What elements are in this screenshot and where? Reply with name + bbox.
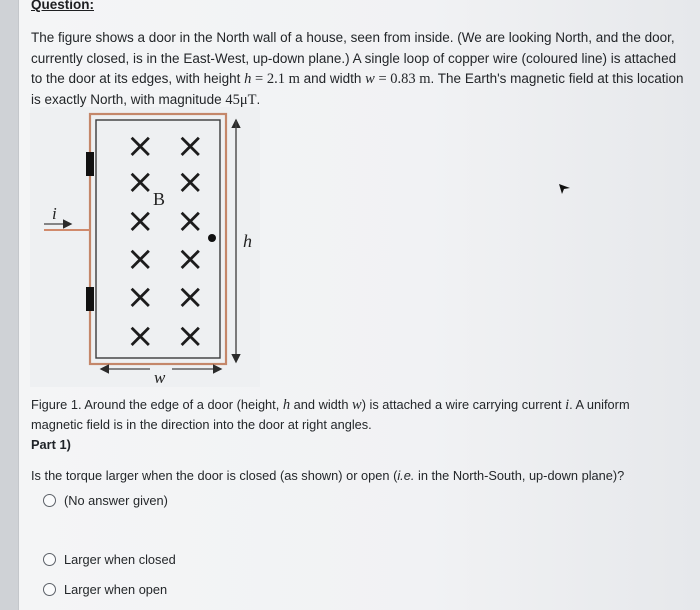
stem-text-3: . The Earth's magnetic field at this location is exactly North, with magnitude [31, 71, 684, 107]
stem-b-value: 45μT [225, 91, 257, 108]
figure-caption [31, 395, 671, 434]
field-into-page-mark: × [126, 201, 155, 241]
question-heading: Question: [31, 0, 94, 12]
radio-circle-icon[interactable] [43, 494, 56, 507]
radio-circle-icon[interactable] [43, 583, 56, 596]
door-diagram [30, 107, 260, 387]
stem-text-2: and width [299, 71, 366, 86]
option-label: Larger when open [64, 582, 168, 597]
stem-text-1: The figure shows a door in the North wall of a house, seen from inside. (We are looking North, and the door, currently closed, is in the East-West, up-down plane.) A single loop of copper wire (coloured line) is attached to the door at its edges, with height [31, 30, 677, 86]
field-into-page-mark: × [126, 316, 155, 356]
height-label: h [243, 231, 252, 251]
stem-w-value: = 0.83 m [374, 71, 431, 87]
radio-circle-icon[interactable] [43, 553, 56, 566]
option-larger-when-open[interactable] [43, 582, 167, 597]
field-into-page-mark: × [176, 162, 205, 202]
field-into-page-mark: × [176, 277, 205, 317]
caption-text-2: and width [290, 397, 353, 412]
door-knob [208, 234, 216, 242]
prompt-text-1: Is the torque larger when the door is closed (as shown) or open ( [31, 468, 398, 483]
option-label: Larger when closed [64, 552, 176, 567]
field-into-page-mark: × [176, 126, 205, 166]
option-larger-when-closed[interactable] [43, 552, 176, 567]
field-into-page-mark: × [176, 316, 205, 356]
field-into-page-mark: × [176, 239, 205, 279]
caption-w-symbol: w [352, 397, 362, 413]
caption-text-1: Figure 1. Around the edge of a door (height, [31, 397, 283, 412]
option-no-answer[interactable] [43, 493, 168, 508]
stem-h-value: = 2.1 m [251, 71, 300, 87]
mouse-cursor-icon [558, 183, 572, 195]
stem-text-4: . [256, 91, 261, 107]
question-stem [31, 28, 691, 110]
prompt-text-2: in the North-South, up-down plane)? [414, 468, 625, 483]
upper-hinge [86, 152, 94, 176]
caption-text-3: ) is attached a wire carrying current [361, 397, 566, 412]
lower-hinge [86, 287, 94, 311]
field-into-page-mark: × [126, 277, 155, 317]
current-label: i [52, 204, 57, 223]
stem-w-symbol: w [365, 71, 375, 87]
stem-h-symbol: h [244, 71, 252, 87]
door-figure [30, 107, 260, 387]
field-into-page-mark: × [176, 201, 205, 241]
width-label: w [154, 368, 166, 387]
field-into-page-mark: × [126, 126, 155, 166]
part-prompt [31, 468, 624, 483]
question-card [18, 0, 700, 610]
field-into-page-mark: × [126, 162, 155, 202]
caption-h-symbol: h [282, 397, 291, 413]
caption-text-4: . A uniform magnetic field is in the direction into the door at right angles. [31, 397, 630, 432]
prompt-ie: i.e. [397, 468, 415, 483]
part-label: Part 1) [31, 437, 71, 452]
option-label: (No answer given) [64, 493, 168, 508]
field-into-page-mark: × [126, 239, 155, 279]
field-label: B [153, 189, 166, 209]
caption-i-symbol: i [565, 397, 570, 413]
